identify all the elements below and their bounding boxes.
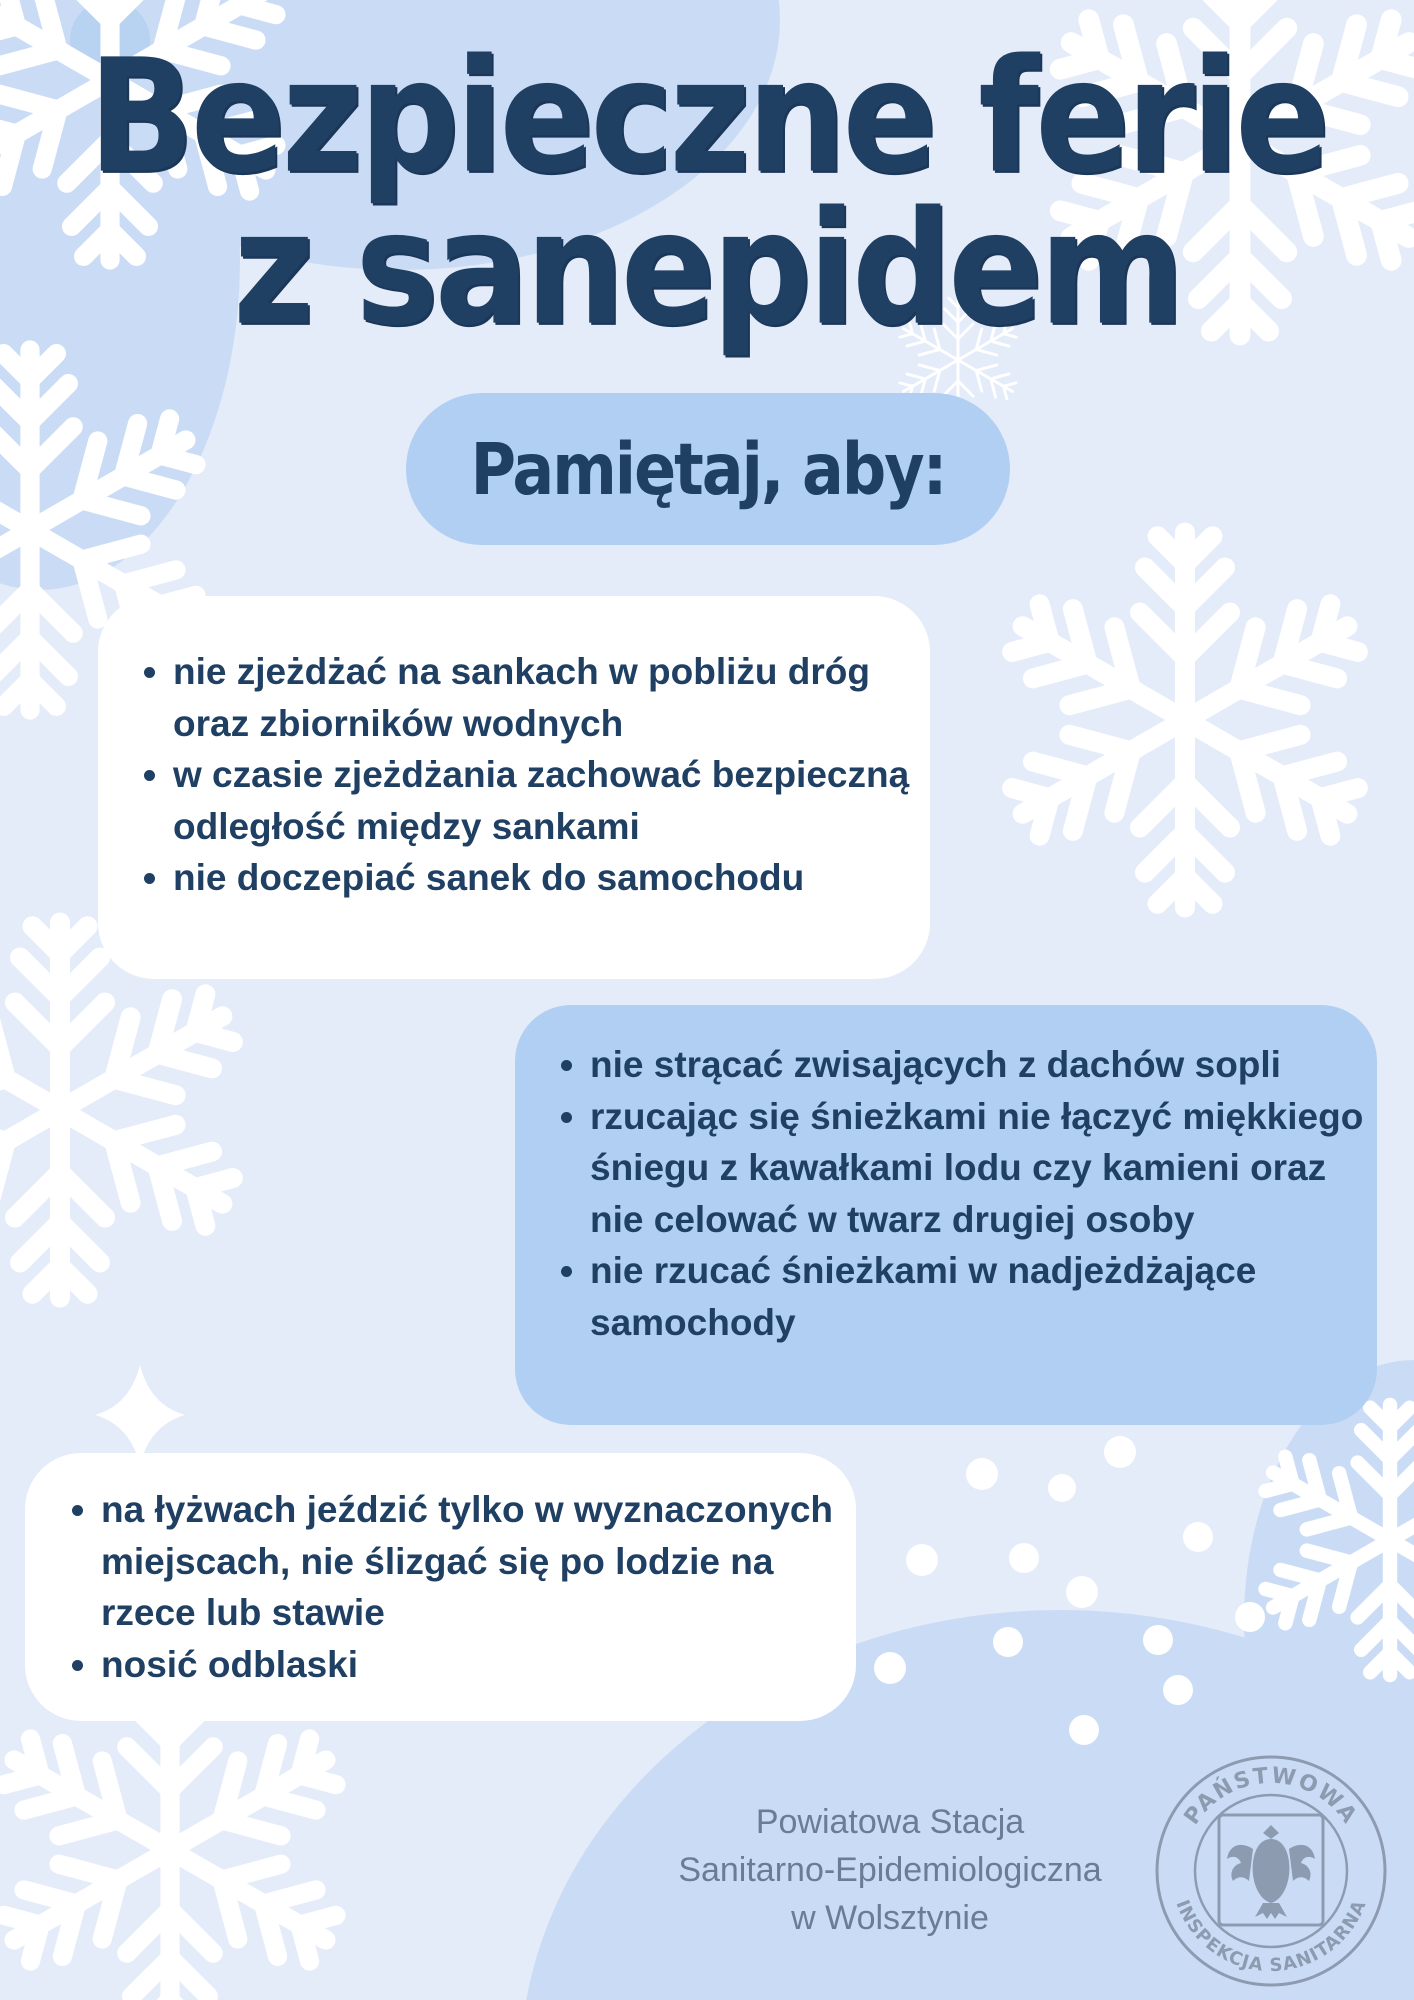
list-item: • na łyżwach jeździć tylko w wyznaczonych miejscach, nie ślizgać się po lodzie na rzece lub stawie — [101, 1484, 856, 1639]
sparkle-icon — [95, 1365, 185, 1465]
subtitle-pill — [406, 393, 1010, 545]
tips-list — [515, 1039, 1377, 1348]
tips-list — [98, 646, 930, 904]
footer-line-2: Sanitarno-Epidemiologiczna — [678, 1851, 1102, 1889]
list-item: • nie rzucać śnieżkami w nadjeżdżające samochody — [590, 1245, 1377, 1348]
footer-line-3: w Wolsztynie — [791, 1899, 989, 1937]
page-title-line-1: Bezpieczne ferie — [88, 26, 1326, 209]
list-item: • nosić odblaski — [101, 1639, 856, 1691]
list-item: • nie zjeżdżać na sankach w pobliżu dróg oraz zbiorników wodnych — [173, 646, 930, 749]
tips-box-skating — [25, 1453, 856, 1721]
seal-top-text: PAŃSTWOWA — [1179, 1763, 1363, 1830]
list-item: • nie doczepiać sanek do samochodu — [173, 852, 930, 904]
eagle-emblem-icon — [1219, 1815, 1323, 1925]
sanitary-inspection-seal — [1153, 1753, 1389, 1989]
seal-bottom-text: INSPEKCJA SANITARNA — [1171, 1896, 1371, 1977]
list-item: • w czasie zjeżdżania zachować bezpieczną odległość między sankami — [173, 749, 930, 852]
tips-box-snowballs — [515, 1005, 1377, 1425]
footer-line-1: Powiatowa Stacja — [755, 1803, 1025, 1841]
snowflake-icon — [1000, 533, 1370, 908]
tips-box-sledding — [98, 596, 930, 979]
list-item: • nie strącać zwisających z dachów sopli — [590, 1039, 1377, 1091]
page-title-line-2: z sanepidem — [233, 178, 1181, 361]
footer-organization — [640, 1798, 1140, 1942]
subtitle: Pamiętaj, aby: — [470, 427, 946, 511]
tips-list — [25, 1484, 856, 1690]
svg-text:PAŃSTWOWA — [1180, 1763, 1363, 1829]
list-item: • rzucając się śnieżkami nie łączyć miękkiego śniegu z kawałkami lodu czy kamieni oraz nie celować w twarz drugiej osoby — [590, 1091, 1377, 1246]
